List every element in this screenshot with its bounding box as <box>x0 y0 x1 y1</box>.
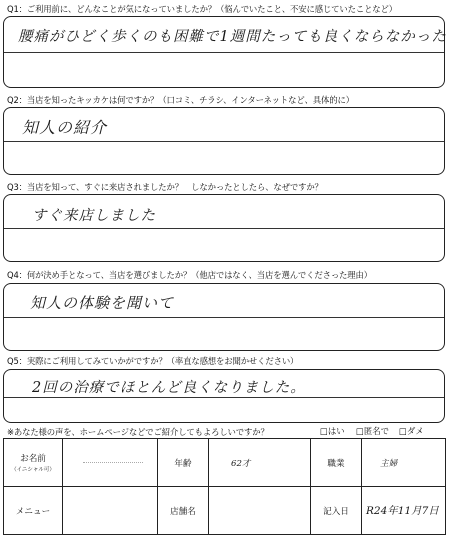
job-label: 職業 <box>311 439 362 487</box>
q5-answer: 2回の治療でほとんど良くなりました。 <box>32 380 306 396</box>
q3-prompt: Q3：当店を知って、すぐに来店されましたか？ しなかったとしたら、なぜですか？ <box>7 182 323 192</box>
q2-answer-line <box>4 141 444 142</box>
q4-answer-box <box>3 283 445 351</box>
q5-answer-line <box>4 397 444 398</box>
customer-info-table <box>3 438 446 535</box>
job-value[interactable]: 主婦 <box>362 439 446 487</box>
q3-answer: すぐ来店しました <box>32 208 156 224</box>
q1-answer-box <box>3 16 445 88</box>
q2-answer: 知人の紹介 <box>22 118 108 137</box>
q3-answer-line <box>4 228 444 229</box>
age-value[interactable]: 62才 <box>209 439 311 487</box>
store-value-cell[interactable] <box>209 487 311 535</box>
q2-prompt: Q2：当店を知ったキッカケは何ですか？（口コミ、チラシ、インターネットなど、具体的に） <box>7 95 354 105</box>
date-value[interactable]: R24年11月7日 <box>362 487 446 535</box>
name-sub-label: （イニシャル可） <box>11 467 55 473</box>
consent-no-checkbox[interactable]: □ダメ <box>399 426 424 436</box>
q1-answer: 腰痛がひどく歩くのも困難で1週間たっても良くならなかった <box>18 29 447 45</box>
menu-value-cell[interactable] <box>63 487 158 535</box>
name-redacted-scribble <box>83 462 143 463</box>
q3-answer-box <box>3 194 445 262</box>
name-label: お名前 <box>20 454 46 464</box>
date-label: 記入日 <box>311 487 362 535</box>
name-value-cell[interactable] <box>63 439 158 487</box>
consent-prompt: ※あなた様の声を、ホームページなどでご紹介してもよろしいですか？ <box>7 427 269 437</box>
q4-answer: 知人の体験を聞いて <box>30 294 175 312</box>
q5-answer-box <box>3 369 445 423</box>
consent-yes-checkbox[interactable]: □はい <box>320 426 345 436</box>
q1-answer-line <box>4 52 444 53</box>
menu-label: メニュー <box>4 487 63 535</box>
store-label: 店舗名 <box>158 487 209 535</box>
q4-answer-line <box>4 317 444 318</box>
q5-prompt: Q5：実際にご利用してみていかがですか？（率直な感想をお聞かせください） <box>7 356 299 366</box>
q1-prompt: Q1：ご利用前に、どんなことが気になっていましたか？（悩んでいたこと、不安に感じていたことなど） <box>7 4 397 14</box>
consent-anonymous-checkbox[interactable]: □匿名で <box>356 426 390 436</box>
name-label-cell <box>4 439 63 487</box>
age-label: 年齢 <box>158 439 209 487</box>
q2-answer-box <box>3 107 445 175</box>
q4-prompt: Q4：何が決め手となって、当店を選びましたか？（他店ではなく、当店を選んでくださった理由） <box>7 270 372 280</box>
